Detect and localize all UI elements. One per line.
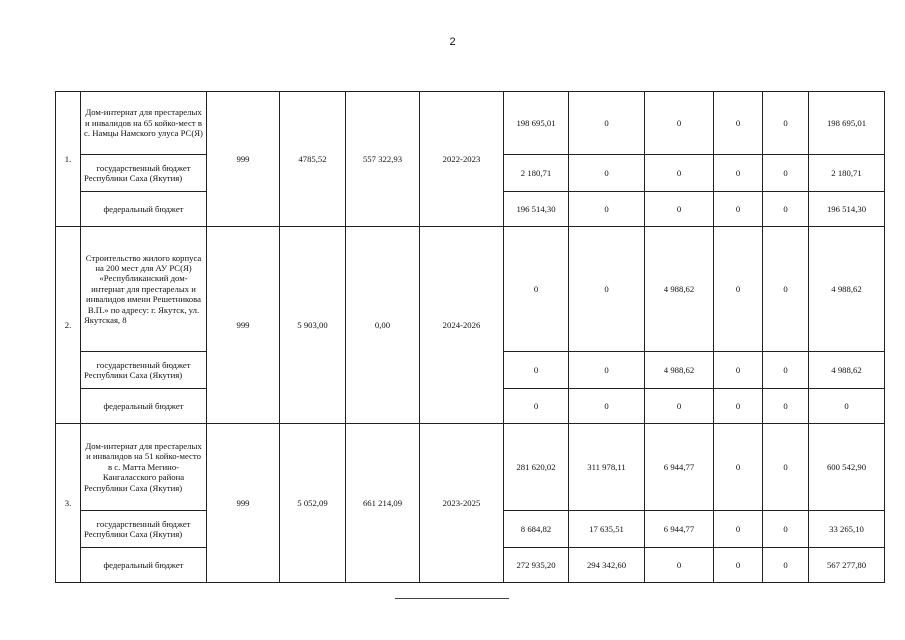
value-cell: 272 935,20 xyxy=(504,548,569,583)
object-name: Строительство жилого корпуса на 200 мест для АУ РС(Я) «Республиканский дом-интернат для престарелых и инвалидов имени Решетникова В.П.» по адресу: г. Якутск, ул. Якутская, 8 xyxy=(81,227,207,352)
value-cell: 0 xyxy=(763,511,809,548)
total-cell: 0 xyxy=(809,389,885,424)
value-cell: 0 xyxy=(569,155,645,192)
value-cell: 0 xyxy=(714,511,763,548)
value-cell: 0 xyxy=(714,424,763,511)
value-cell: 6 944,77 xyxy=(645,424,714,511)
table-row xyxy=(56,424,885,511)
value-cell: 0 xyxy=(504,352,569,389)
value-cell: 4 988,62 xyxy=(645,227,714,352)
row-number: 3. xyxy=(56,424,81,583)
value-cell: 0 xyxy=(504,227,569,352)
value-cell: 0 xyxy=(714,192,763,227)
row-number: 2. xyxy=(56,227,81,424)
value-cell: 0 xyxy=(714,155,763,192)
total-cell: 196 514,30 xyxy=(809,192,885,227)
code-cell: 999 xyxy=(207,227,280,424)
period-cell: 2023-2025 xyxy=(420,424,504,583)
value-cell: 0 xyxy=(645,548,714,583)
value-cell: 0 xyxy=(763,389,809,424)
total-cell: 567 277,80 xyxy=(809,548,885,583)
value-cell: 0 xyxy=(714,92,763,155)
funding-source: государственный бюджет Республики Саха (Якутия) xyxy=(81,352,207,389)
value-cell: 281 620,02 xyxy=(504,424,569,511)
value-cell: 2 180,71 xyxy=(504,155,569,192)
row-number: 1. xyxy=(56,92,81,227)
value-cell: 0 xyxy=(569,227,645,352)
value-cell: 0 xyxy=(714,227,763,352)
total-cell: 2 180,71 xyxy=(809,155,885,192)
cost-cell: 661 214,09 xyxy=(346,424,420,583)
funding-source: федеральный бюджет xyxy=(81,548,207,583)
value-cell: 0 xyxy=(763,192,809,227)
period-cell: 2024-2026 xyxy=(420,227,504,424)
value-cell: 6 944,77 xyxy=(645,511,714,548)
value-cell: 0 xyxy=(645,389,714,424)
funding-source: федеральный бюджет xyxy=(81,389,207,424)
value-cell: 0 xyxy=(504,389,569,424)
total-cell: 198 695,01 xyxy=(809,92,885,155)
funding-table xyxy=(55,91,885,583)
value-cell: 4 988,62 xyxy=(645,352,714,389)
object-name: Дом-интернат для престарелых и инвалидов на 51 койко-место в с. Матта Мегино-Кангаласского района Республики Саха (Якутия) xyxy=(81,424,207,511)
value-cell: 0 xyxy=(569,352,645,389)
cost-cell: 0,00 xyxy=(346,227,420,424)
value-cell: 0 xyxy=(763,155,809,192)
value-cell: 294 342,60 xyxy=(569,548,645,583)
total-cell: 33 265,10 xyxy=(809,511,885,548)
total-cell: 4 988,62 xyxy=(809,352,885,389)
value-cell: 0 xyxy=(714,548,763,583)
value-cell: 196 514,30 xyxy=(504,192,569,227)
funding-source: государственный бюджет Республики Саха (Якутия) xyxy=(81,511,207,548)
code-cell: 999 xyxy=(207,92,280,227)
total-cell: 600 542,90 xyxy=(809,424,885,511)
value-cell: 0 xyxy=(714,352,763,389)
value-cell: 0 xyxy=(763,424,809,511)
value-cell: 311 978,11 xyxy=(569,424,645,511)
value-cell: 0 xyxy=(763,227,809,352)
value-cell: 198 695,01 xyxy=(504,92,569,155)
value-cell: 0 xyxy=(763,548,809,583)
table-row xyxy=(56,92,885,155)
period-cell: 2022-2023 xyxy=(420,92,504,227)
area-cell: 5 903,00 xyxy=(280,227,346,424)
page-number: 2 xyxy=(449,36,456,48)
footnote-divider xyxy=(395,598,509,599)
value-cell: 0 xyxy=(569,92,645,155)
code-cell: 999 xyxy=(207,424,280,583)
area-cell: 4785,52 xyxy=(280,92,346,227)
value-cell: 0 xyxy=(645,92,714,155)
total-cell: 4 988,62 xyxy=(809,227,885,352)
value-cell: 17 635,51 xyxy=(569,511,645,548)
value-cell: 0 xyxy=(569,389,645,424)
value-cell: 0 xyxy=(763,92,809,155)
value-cell: 0 xyxy=(569,192,645,227)
object-name: Дом-интернат для престарелых и инвалидов на 65 койко-мест в с. Намцы Намского улуса РС(Я) xyxy=(81,92,207,155)
value-cell: 0 xyxy=(645,155,714,192)
cost-cell: 557 322,93 xyxy=(346,92,420,227)
value-cell: 0 xyxy=(714,389,763,424)
value-cell: 0 xyxy=(645,192,714,227)
area-cell: 5 052,09 xyxy=(280,424,346,583)
value-cell: 8 684,82 xyxy=(504,511,569,548)
funding-source: федеральный бюджет xyxy=(81,192,207,227)
value-cell: 0 xyxy=(763,352,809,389)
table-row xyxy=(56,227,885,352)
funding-source: государственный бюджет Республики Саха (Якутия) xyxy=(81,155,207,192)
